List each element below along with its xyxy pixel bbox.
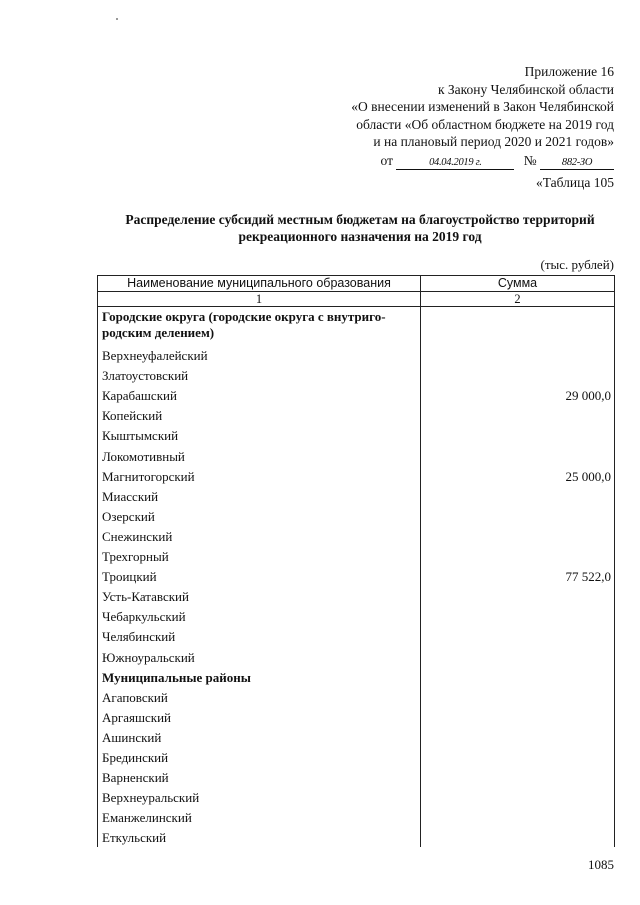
table-row <box>98 486 615 506</box>
subsidy-sum <box>421 747 615 767</box>
table-row <box>98 445 615 465</box>
header-line-5: и на плановый период 2020 и 2021 годов» <box>373 134 614 149</box>
table-label: «Таблица 105 <box>536 175 614 190</box>
table-row <box>98 546 615 566</box>
table-row <box>98 727 615 747</box>
number-prefix: № <box>523 152 537 168</box>
subsidy-sum <box>421 506 615 526</box>
header-line-2: к Закону Челябинской области <box>437 81 614 97</box>
law-number: 882-ЗО <box>540 156 614 170</box>
appendix-header <box>194 63 614 170</box>
table-row <box>98 646 615 666</box>
subsidy-sum <box>421 586 615 606</box>
subsidy-sum <box>421 727 615 747</box>
subsidy-sum: 29 000,0 <box>421 385 615 405</box>
table-row <box>98 526 615 546</box>
subsidy-sum <box>421 646 615 666</box>
municipality-name: Еткульский <box>98 827 421 847</box>
municipality-name: Верхнеуфалейский <box>98 345 421 365</box>
municipality-name: Кыштымский <box>98 425 421 445</box>
header-line-1: Приложение 16 <box>524 64 614 79</box>
table-row <box>98 807 615 827</box>
table-row <box>98 345 615 365</box>
table-row <box>98 365 615 385</box>
municipality-name: Брединский <box>98 747 421 767</box>
table-row <box>98 405 615 425</box>
municipality-name: Верхнеуральский <box>98 787 421 807</box>
table-row <box>98 707 615 727</box>
subsidy-sum <box>421 707 615 727</box>
municipality-name: Челябинский <box>98 626 421 646</box>
table-header-row <box>98 276 615 292</box>
subsidy-sum <box>421 365 615 385</box>
column-header-name: Наименование муниципального образования <box>98 276 421 292</box>
document-title <box>100 211 620 245</box>
table-row <box>98 787 615 807</box>
group-label-districts: Муниципальные районы <box>98 667 421 687</box>
column-header-sum: Сумма <box>421 276 615 292</box>
subsidy-sum: 25 000,0 <box>421 466 615 486</box>
municipality-name: Южноуральский <box>98 646 421 666</box>
title-line-1: Распределение субсидий местным бюджетам на благоустройство территорий <box>125 212 595 227</box>
table-row <box>98 586 615 606</box>
law-date: 04.04.2019 г. <box>396 156 514 170</box>
municipality-name: Трехгорный <box>98 546 421 566</box>
table-row <box>98 606 615 626</box>
group-sum-districts <box>421 667 615 687</box>
title-line-2: рекреационного назначения на 2019 год <box>238 229 482 244</box>
table-row <box>98 747 615 767</box>
table-row <box>98 385 615 405</box>
column-number-row <box>98 292 615 307</box>
municipality-name: Аргаяшский <box>98 707 421 727</box>
subsidy-sum <box>421 626 615 646</box>
subsidy-sum <box>421 606 615 626</box>
municipality-name: Ашинский <box>98 727 421 747</box>
group-row-districts <box>98 667 615 687</box>
municipality-name: Чебаркульский <box>98 606 421 626</box>
table-row <box>98 506 615 526</box>
subsidy-sum <box>421 405 615 425</box>
group-label-urban: Городские округа (городские округа с внутриго-родским делением) <box>98 307 421 346</box>
municipality-name: Агаповский <box>98 687 421 707</box>
subsidy-sum <box>421 827 615 847</box>
municipality-name: Еманжелинский <box>98 807 421 827</box>
law-signature-line <box>194 152 614 170</box>
table-row <box>98 626 615 646</box>
page-number: 1085 <box>588 857 614 872</box>
subsidy-sum <box>421 787 615 807</box>
municipality-name: Локомотивный <box>98 445 421 465</box>
group-sum-urban <box>421 307 615 346</box>
municipality-name: Усть-Катавский <box>98 586 421 606</box>
table-row <box>98 466 615 486</box>
subsidy-sum <box>421 486 615 506</box>
header-line-4: области «Об областном бюджете на 2019 год <box>356 116 614 132</box>
group-row-urban <box>98 307 615 346</box>
municipality-name: Магнитогорский <box>98 466 421 486</box>
date-prefix: от <box>380 152 393 168</box>
header-line-3: «О внесении изменений в Закон Челябинской <box>351 99 614 114</box>
municipality-name: Миасский <box>98 486 421 506</box>
subsidy-sum <box>421 767 615 787</box>
table-row <box>98 425 615 445</box>
table-row <box>98 767 615 787</box>
column-number-1: 1 <box>98 292 421 307</box>
subsidy-sum <box>421 345 615 365</box>
subsidy-sum <box>421 687 615 707</box>
subsidy-sum <box>421 807 615 827</box>
column-number-2: 2 <box>421 292 615 307</box>
municipality-name: Златоустовский <box>98 365 421 385</box>
subsidy-table <box>97 275 615 847</box>
subsidy-sum <box>421 546 615 566</box>
municipality-name: Снежинский <box>98 526 421 546</box>
scan-speck <box>116 18 118 20</box>
municipality-name: Копейский <box>98 405 421 425</box>
table-row <box>98 687 615 707</box>
subsidy-sum <box>421 445 615 465</box>
table-row <box>98 566 615 586</box>
table-row <box>98 827 615 847</box>
municipality-name: Озерский <box>98 506 421 526</box>
subsidy-sum <box>421 425 615 445</box>
municipality-name: Карабашский <box>98 385 421 405</box>
units-label: (тыс. рублей) <box>540 257 614 272</box>
municipality-name: Троицкий <box>98 566 421 586</box>
subsidy-sum: 77 522,0 <box>421 566 615 586</box>
subsidy-sum <box>421 526 615 546</box>
municipality-name: Варненский <box>98 767 421 787</box>
